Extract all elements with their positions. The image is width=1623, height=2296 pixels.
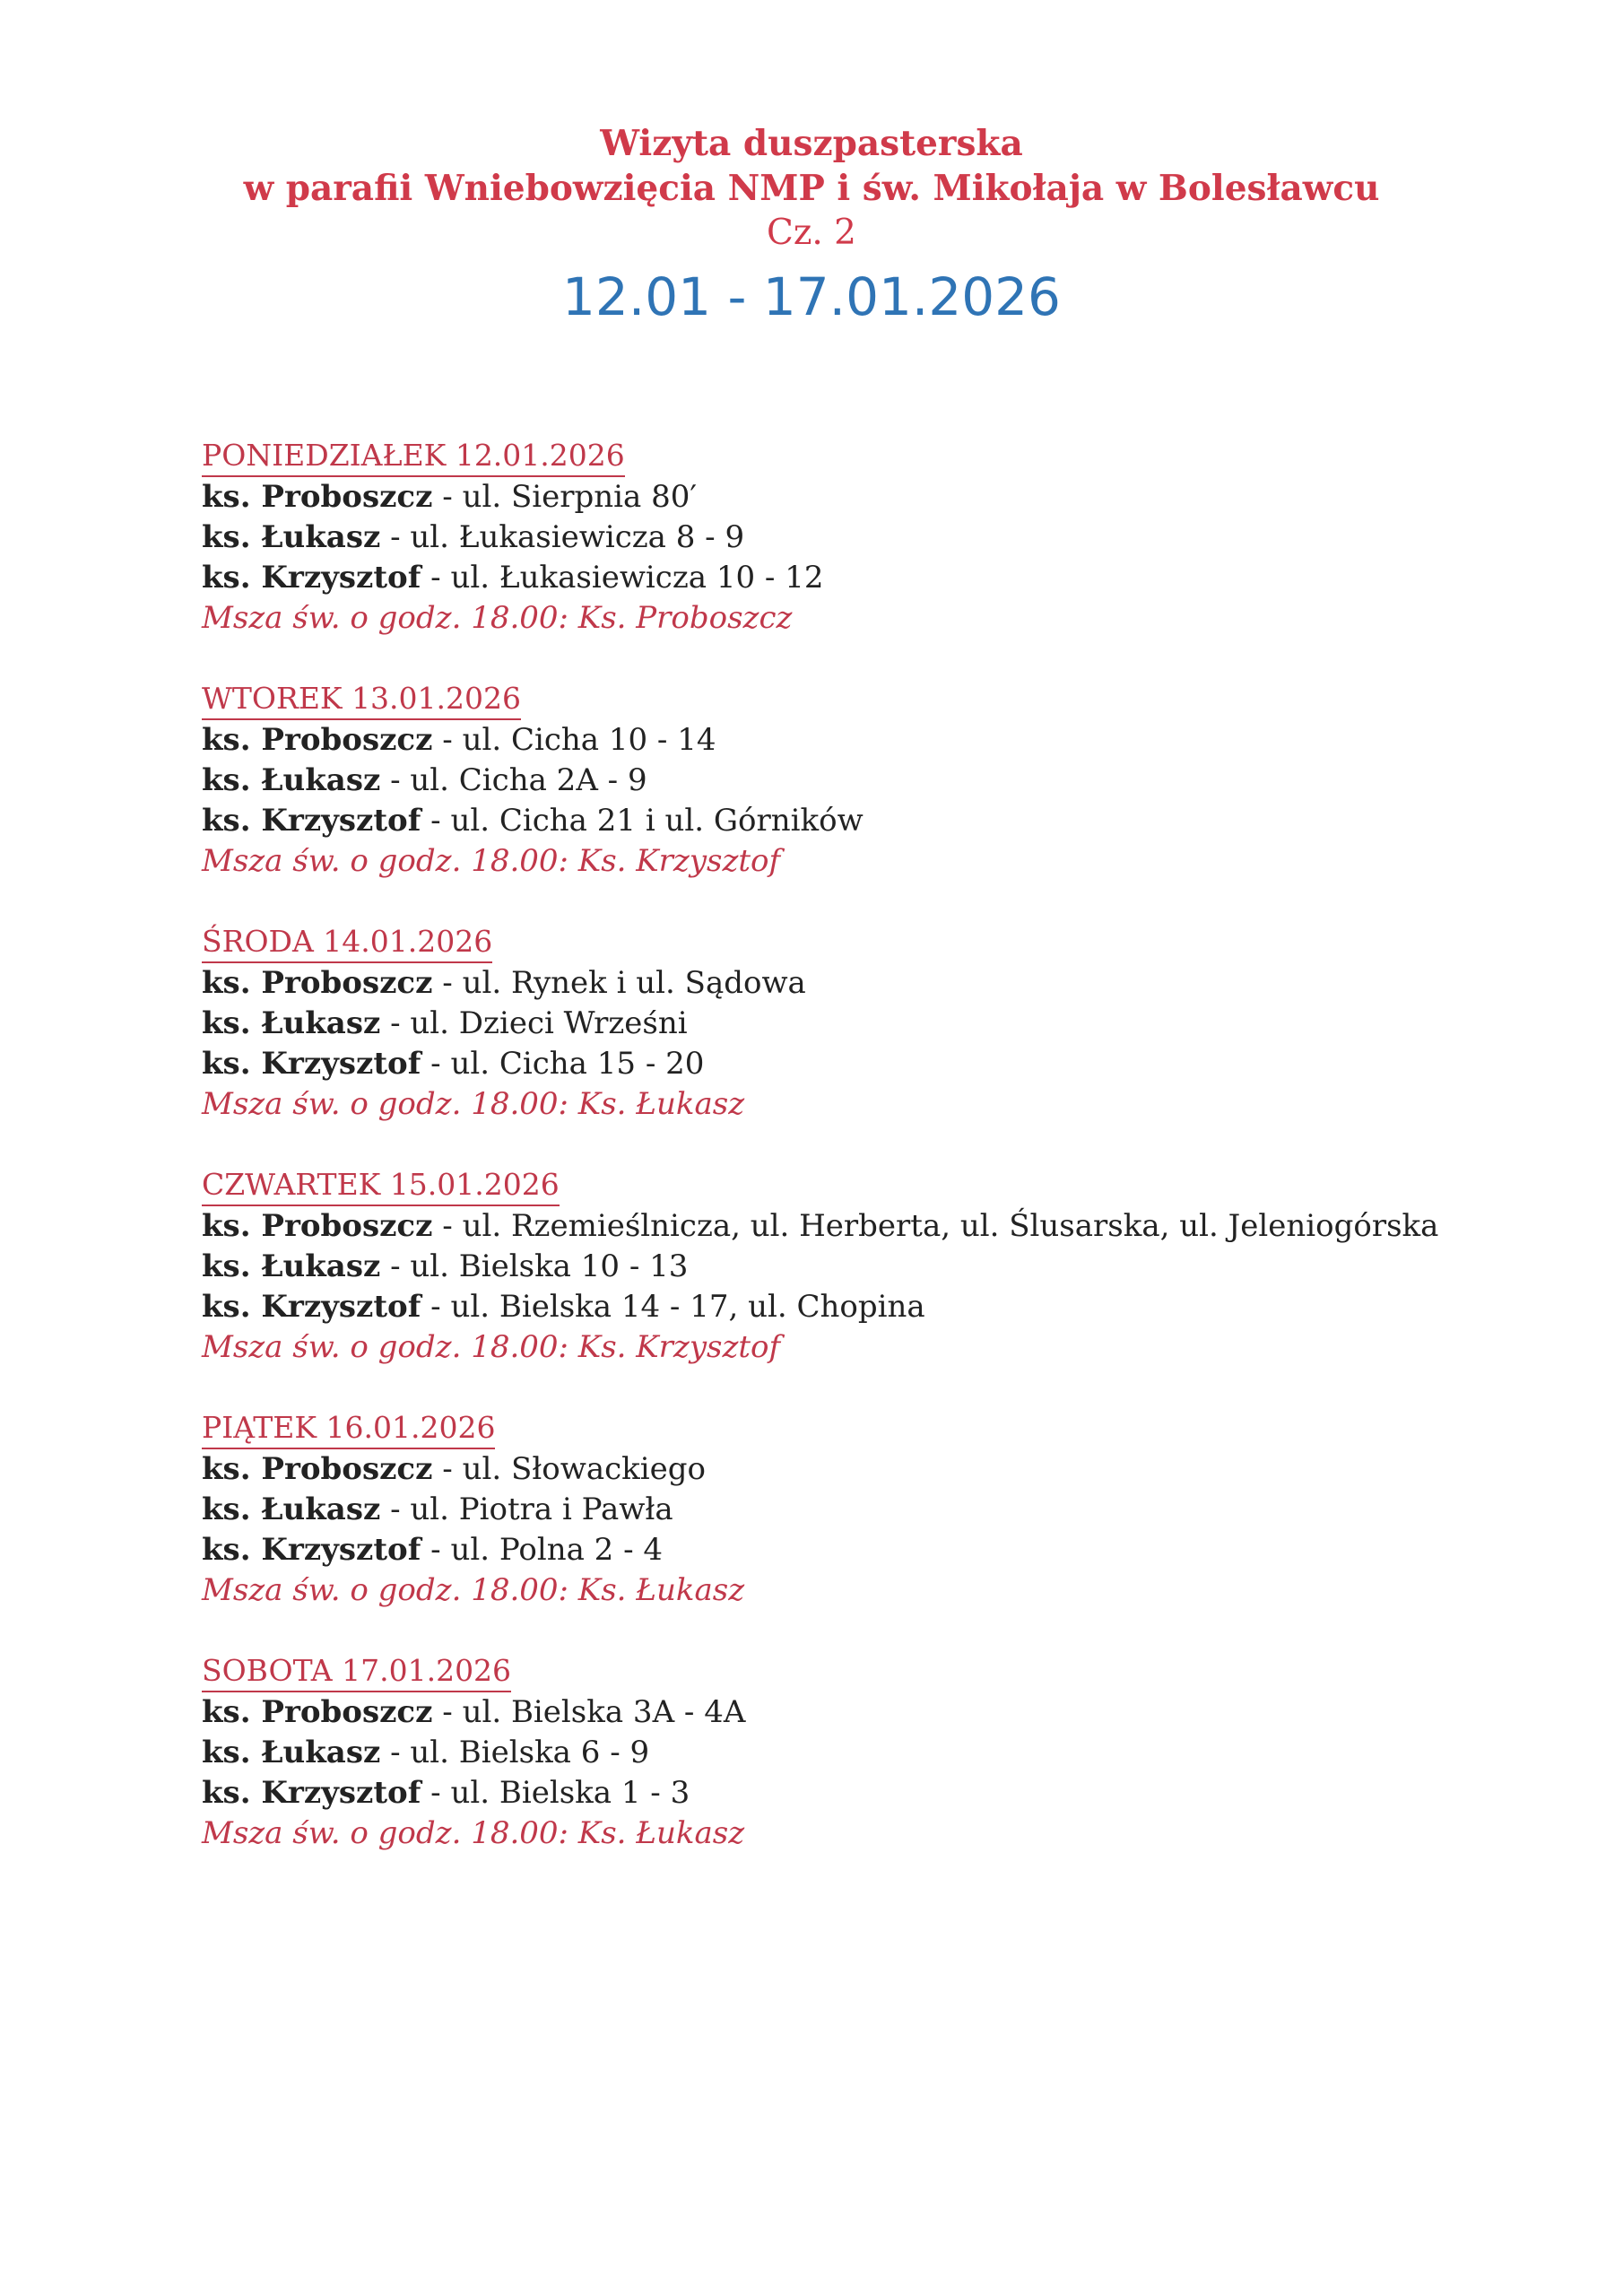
priest-name: ks. Łukasz	[202, 1492, 381, 1527]
day-heading: ŚRODA 14.01.2026	[202, 921, 492, 963]
priest-name: ks. Proboszcz	[202, 722, 433, 758]
separator: -	[432, 722, 463, 758]
visit-row	[202, 761, 1502, 801]
schedule	[202, 435, 1502, 1893]
mass-info: Msza św. o godz. 18.00: Ks. Krzysztof	[202, 843, 781, 879]
priest-name: ks. Łukasz	[202, 1005, 381, 1041]
priest-name: ks. Łukasz	[202, 1248, 381, 1284]
visit-row	[202, 720, 1502, 761]
visit-area: ul. Rynek i ul. Sądowa	[462, 965, 806, 1001]
separator: -	[421, 1775, 451, 1811]
priest-name: ks. Łukasz	[202, 1735, 381, 1770]
visit-area: ul. Polna 2 - 4	[450, 1532, 664, 1568]
visit-row	[202, 517, 1502, 558]
visit-row	[202, 1206, 1502, 1247]
separator: -	[432, 965, 463, 1001]
separator: -	[380, 762, 411, 798]
date-range: 12.01 - 17.01.2026	[562, 266, 1061, 327]
visit-area: ul. Bielska 3A - 4A	[462, 1694, 746, 1730]
visit-area: ul. Sierpnia 80′	[462, 479, 698, 515]
visit-row	[202, 1004, 1502, 1044]
day-block-wednesday	[202, 921, 1502, 1125]
visit-row	[202, 801, 1502, 841]
visit-area: ul. Dzieci Wrześni	[410, 1005, 688, 1041]
visit-area: ul. Łukasiewicza 8 - 9	[410, 519, 745, 555]
day-block-saturday	[202, 1650, 1502, 1854]
visit-row	[202, 1044, 1502, 1084]
priest-name: ks. Krzysztof	[202, 1046, 421, 1082]
separator: -	[380, 1248, 411, 1284]
mass-info: Msza św. o godz. 18.00: Ks. Krzysztof	[202, 1329, 781, 1365]
visit-row	[202, 1287, 1502, 1327]
visit-row	[202, 1773, 1502, 1813]
visit-area: ul. Bielska 6 - 9	[410, 1735, 650, 1770]
day-heading: WTOREK 13.01.2026	[202, 678, 521, 720]
parish-name: w parafii Wniebowzięcia NMP i św. Mikołaja w Bolesławcu	[243, 168, 1380, 209]
visit-area: ul. Bielska 10 - 13	[410, 1248, 689, 1284]
visit-area: ul. Cicha 10 - 14	[462, 722, 716, 758]
visit-area: ul. Cicha 15 - 20	[450, 1046, 705, 1082]
visit-area: ul. Słowackiego	[462, 1451, 706, 1487]
visit-row	[202, 1247, 1502, 1287]
day-heading: PONIEDZIAŁEK 12.01.2026	[202, 435, 625, 477]
priest-name: ks. Krzysztof	[202, 1532, 421, 1568]
visit-row	[202, 963, 1502, 1004]
visit-row	[202, 558, 1502, 598]
separator: -	[421, 1532, 451, 1568]
priest-name: ks. Proboszcz	[202, 1208, 433, 1244]
day-heading: SOBOTA 17.01.2026	[202, 1650, 511, 1692]
document-title: Wizyta duszpasterska	[600, 123, 1023, 164]
document-header	[0, 121, 1623, 333]
priest-name: ks. Krzysztof	[202, 1289, 421, 1325]
priest-name: ks. Łukasz	[202, 519, 381, 555]
separator: -	[421, 1046, 451, 1082]
separator: -	[432, 479, 463, 515]
priest-name: ks. Krzysztof	[202, 1775, 421, 1811]
visit-row	[202, 477, 1502, 517]
mass-info: Msza św. o godz. 18.00: Ks. Łukasz	[202, 1815, 745, 1851]
day-block-tuesday	[202, 678, 1502, 882]
day-block-friday	[202, 1407, 1502, 1611]
separator: -	[380, 1492, 411, 1527]
visit-area: ul. Cicha 2A - 9	[410, 762, 647, 798]
separator: -	[380, 1005, 411, 1041]
day-block-monday	[202, 435, 1502, 639]
separator: -	[421, 803, 451, 839]
visit-row	[202, 1490, 1502, 1530]
visit-row	[202, 1449, 1502, 1490]
priest-name: ks. Proboszcz	[202, 965, 433, 1001]
priest-name: ks. Krzysztof	[202, 803, 421, 839]
visit-area: ul. Piotra i Pawła	[410, 1492, 673, 1527]
day-heading: CZWARTEK 15.01.2026	[202, 1164, 560, 1206]
mass-info: Msza św. o godz. 18.00: Ks. Łukasz	[202, 1086, 745, 1122]
visit-area: ul. Cicha 21 i ul. Górników	[450, 803, 864, 839]
visit-row	[202, 1733, 1502, 1773]
visit-row	[202, 1692, 1502, 1733]
priest-name: ks. Krzysztof	[202, 560, 421, 596]
part-label: Cz. 2	[767, 213, 856, 253]
separator: -	[421, 1289, 451, 1325]
visit-row	[202, 1530, 1502, 1570]
priest-name: ks. Proboszcz	[202, 479, 433, 515]
priest-name: ks. Łukasz	[202, 762, 381, 798]
separator: -	[432, 1208, 463, 1244]
mass-info: Msza św. o godz. 18.00: Ks. Łukasz	[202, 1572, 745, 1608]
priest-name: ks. Proboszcz	[202, 1451, 433, 1487]
separator: -	[380, 1735, 411, 1770]
separator: -	[432, 1451, 463, 1487]
visit-area: ul. Bielska 1 - 3	[450, 1775, 690, 1811]
separator: -	[421, 560, 451, 596]
visit-area: ul. Rzemieślnicza, ul. Herberta, ul. Ślusarska, ul. Jeleniogórska	[462, 1208, 1439, 1244]
visit-area: ul. Bielska 14 - 17, ul. Chopina	[450, 1289, 925, 1325]
separator: -	[380, 519, 411, 555]
day-block-thursday	[202, 1164, 1502, 1368]
day-heading: PIĄTEK 16.01.2026	[202, 1407, 495, 1449]
mass-info: Msza św. o godz. 18.00: Ks. Proboszcz	[202, 600, 793, 636]
priest-name: ks. Proboszcz	[202, 1694, 433, 1730]
separator: -	[432, 1694, 463, 1730]
visit-area: ul. Łukasiewicza 10 - 12	[450, 560, 824, 596]
